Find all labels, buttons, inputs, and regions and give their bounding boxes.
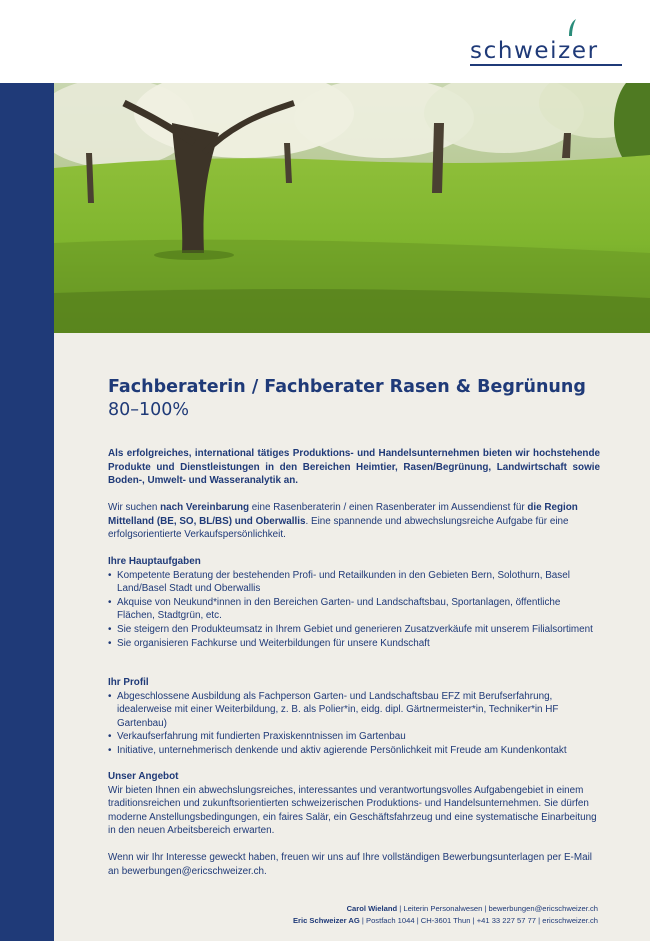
position-description: [108, 501, 600, 542]
contact-role: Leiterin Personalwesen: [403, 904, 483, 913]
position-text: Wir suchen: [108, 502, 161, 513]
profile-heading: Ihr Profil: [108, 677, 149, 688]
hero-image-lawn-orchard: [54, 83, 650, 333]
contact-email-link[interactable]: bewerbungen@ericschweizer.ch: [488, 904, 598, 913]
footer-company-line: [293, 916, 598, 925]
company-logo: [470, 38, 626, 68]
offer-section: [108, 770, 600, 838]
company-name: Eric Schweizer AG: [292, 916, 360, 925]
list-item: • Sie organisieren Fachkurse und Weiterbildungen für unsere Kundschaft: [108, 637, 600, 651]
tasks-heading: Ihre Hauptaufgaben: [108, 556, 201, 567]
list-item: • Abgeschlossene Ausbildung als Fachperson Garten- und Landschaftsbau EFZ mit Berufserfahrung, idealerweise mit einer Weiterbildung, z. B. als Polier*in, eidg. dipl. Gärtnermeister*in, Techniker*in HF Gartenbau): [108, 690, 600, 731]
footer-separator: |: [399, 904, 402, 913]
tasks-section: [108, 555, 600, 650]
position-start-date: nach Vereinbarung: [160, 502, 250, 513]
logo-wordmark: schweizer: [470, 38, 599, 64]
logo-swoosh-icon: [567, 18, 577, 36]
offer-text: Wir bieten Ihnen ein abwechslungsreiches, interessantes und verantwortungsvolles Aufgabengebiet in einem traditionsreichen und zukunftsorientierten schweizerischen Produktions- und Handelsunternehmen. Sie dürfen moderne Anstellungsbedingungen, ein faires Salär, ein Geschäftsfahrzeug und eine systematische Einarbeitung in den neuen Arbeitsbereich erwarten.: [108, 784, 597, 837]
closing-text: Wenn wir Ihr Interesse geweckt haben, freuen wir uns auf Ihre vollständigen Bewerbungsunterlagen per E-Mail an bewerbungen@ericschweizer.ch.: [108, 852, 592, 877]
tasks-list: [108, 569, 600, 651]
list-item: • Sie steigern den Produkteumsatz in Ihrem Gebiet und generieren Zusatzverkäufe mit unserem Filialsortiment: [108, 623, 600, 637]
footer-separator: |: [361, 916, 364, 925]
page-header: [0, 0, 650, 83]
footer-separator: |: [484, 904, 487, 913]
footer-separator: |: [416, 916, 419, 925]
footer-contact-line: [347, 904, 598, 913]
blue-sidebar-band: [0, 83, 54, 941]
position-region: die Region Mittelland (BE, SO, BL/BS) und Oberwallis: [108, 502, 578, 527]
company-intro: Als erfolgreiches, international tätiges Produktions- und Handelsunternehmen bieten wir hochstehende Produkte und Dienstleistungen in den Bereichen Heimtier, Rasen/Begrünung, Landwirtschaft sowie Boden-, Umwelt- und Wasseranalytik an.: [108, 448, 600, 487]
list-item: • Kompetente Beratung der bestehenden Profi- und Retailkunden in den Gebieten Bern, Solothurn, Basel Land/Basel Stadt und Oberwallis: [108, 569, 600, 596]
logo-underline: [470, 64, 622, 66]
list-item: • Verkaufserfahrung mit fundierten Praxiskenntnissen im Gartenbau: [108, 730, 600, 744]
footer-separator: |: [538, 916, 541, 925]
website-link[interactable]: ericschweizer.ch: [542, 916, 598, 925]
offer-heading: Unser Angebot: [108, 771, 179, 782]
list-item: • Akquise von Neukund*innen in den Bereichen Garten- und Landschaftsbau, Sportanlagen, öffentliche Flächen, Stadtgrün, etc.: [108, 596, 600, 623]
footer-separator: |: [472, 916, 475, 925]
profile-section: [108, 676, 600, 758]
phone-number[interactable]: +41 33 227 57 77: [476, 916, 537, 925]
job-workload: 80–100%: [108, 400, 190, 420]
city: CH-3601 Thun: [420, 916, 471, 925]
postbox: Postfach 1044: [366, 916, 415, 925]
list-item: • Initiative, unternehmerisch denkende und aktiv agierende Persönlichkeit mit Freude am Kundenkontakt: [108, 744, 600, 758]
profile-list: [108, 690, 600, 758]
position-text: . Eine spannende und abwechslungsreiche Aufgabe für eine erfolgsorientierte Verkaufspersönlichkeit.: [108, 515, 569, 541]
position-text: eine Rasenberaterin / einen Rasenberater im Aussendienst für: [249, 502, 528, 513]
contact-name: Carol Wieland: [346, 904, 398, 913]
job-title: Fachberaterin / Fachberater Rasen & Begrünung: [108, 377, 586, 397]
